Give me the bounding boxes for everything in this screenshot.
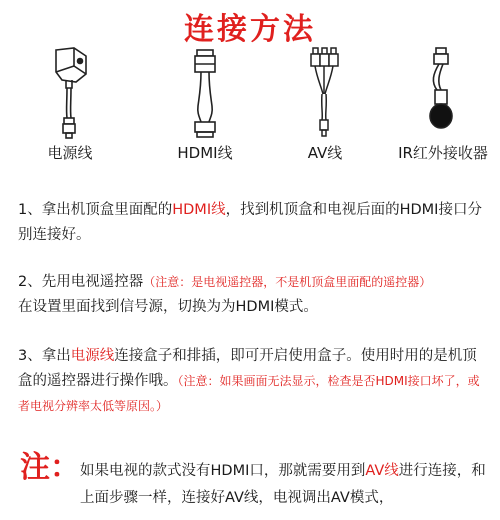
final-text-c: 进行连接，和上面步骤一样，连接好AV线，电视调出AV模式， [80,463,486,506]
av-cable-icon [265,44,385,144]
final-text-a: 如果电视的款式没有HDMI口，那就需要用到 [80,463,366,479]
final-note [20,450,490,512]
step-2-text-c: 在设置里面找到信号源，切换为为HDMI模式。 [18,299,318,315]
step-3-note: （注意：如果画面无法显示，检查是否HDMI接口坏了，或者电视分辨率太低等原因。） [18,374,480,413]
ir-receiver-icon [383,44,500,144]
step-2-text-a: 2、先用电视遥控器 [18,274,144,290]
step-1-highlight: HDMI线 [172,202,226,218]
cable-label-ir: IR红外接收器 [398,144,488,162]
final-note-body [80,458,490,512]
step-1-text-c: ，找到机顶盒和电视后面的HDMI接口分别连接好。 [18,202,482,243]
hdmi-cable-icon [145,44,265,144]
cable-label-hdmi: HDMI线 [177,144,233,162]
cable-row [0,44,500,164]
power-cable-icon [10,44,130,144]
page-title: 连接方法 [184,12,316,47]
step-3 [18,344,490,419]
step-3-text-c: 连接盒子和排插，即可开启使用盒子。使用时用的是机顶盒的遥控器进行操作哦。 [18,348,477,389]
step-2 [18,270,490,320]
cable-label-av: AV线 [307,144,343,162]
cable-item-ir [383,44,500,162]
cable-label-power: 电源线 [47,144,93,162]
final-note-prefix: 注： [20,450,80,485]
step-3-highlight: 电源线 [70,348,115,364]
cable-item-power [10,44,130,162]
step-1-text-a: 1、拿出机顶盒里面配的 [18,202,173,218]
final-highlight: AV线 [365,463,399,479]
step-2-note: （注意：是电视遥控器，不是机顶盒里面配的遥控器） [143,275,432,289]
step-3-text-a: 3、拿出 [18,348,71,364]
step-1 [18,198,490,248]
cable-item-hdmi [145,44,265,162]
cable-item-av [265,44,385,162]
